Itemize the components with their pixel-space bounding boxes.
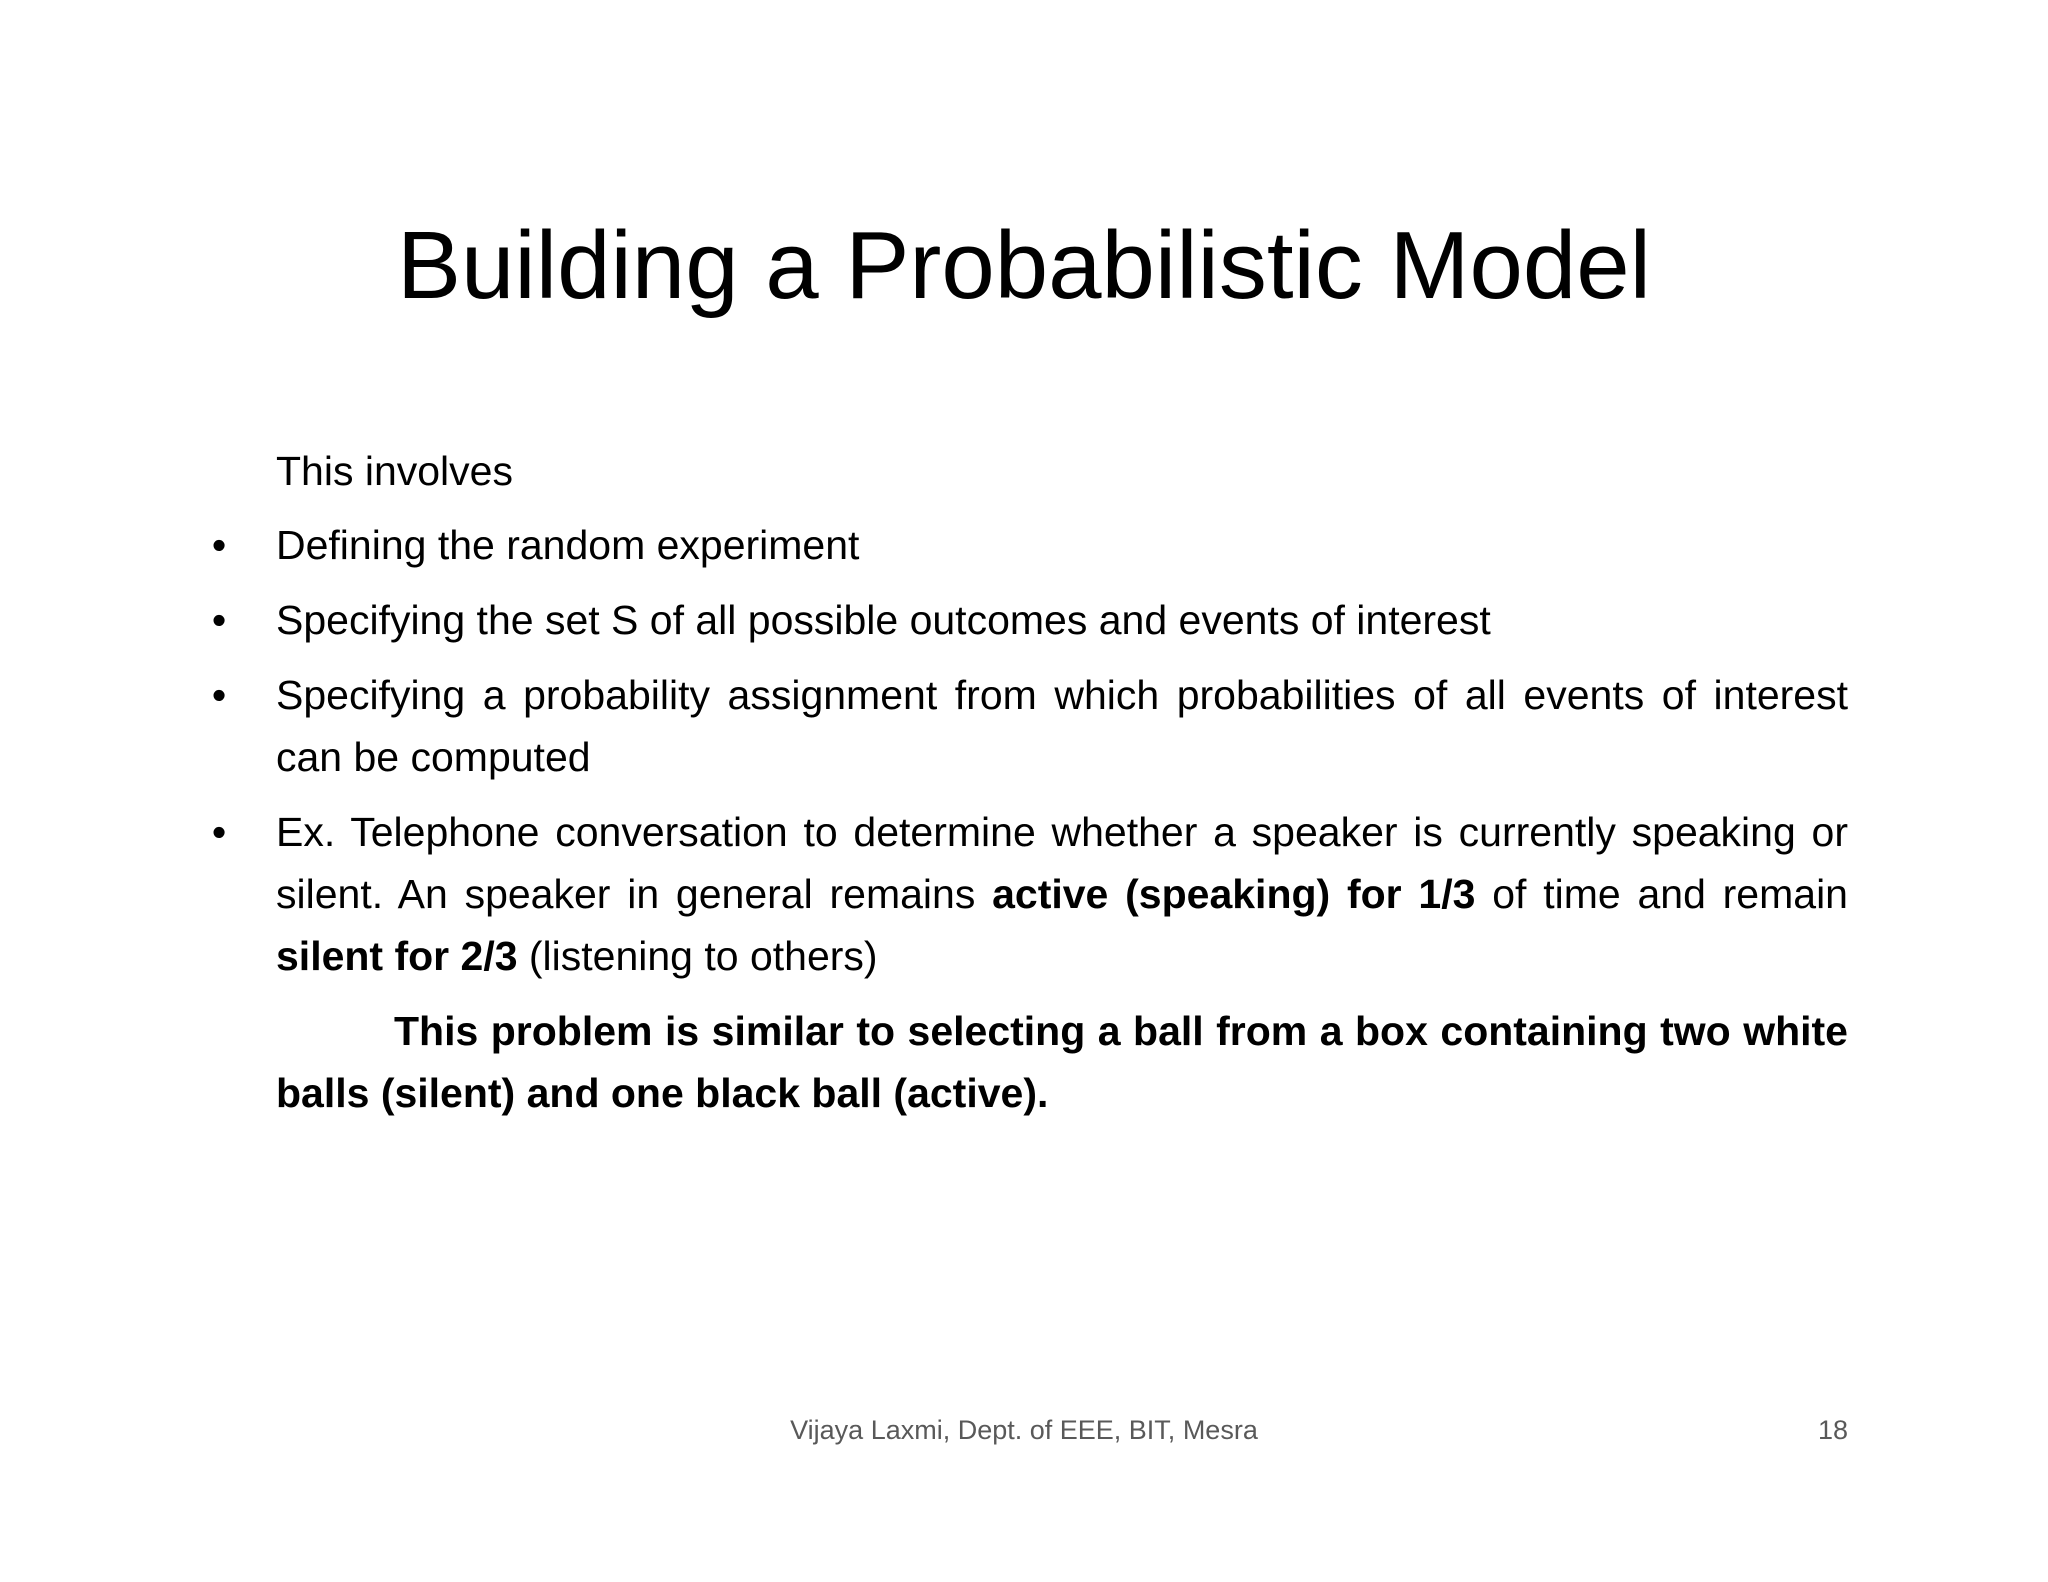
- bullet-text: Defining the random experiment: [276, 522, 860, 568]
- bullet-item-1: [211, 514, 1848, 576]
- bullet-text: Specifying a probability assignment from which probabilities of all events of interest can be computed: [276, 672, 1848, 780]
- slide-body: [211, 440, 1848, 1124]
- intro-text: This involves: [276, 448, 513, 494]
- bullet-list: [211, 514, 1848, 987]
- bullet-item-3: [211, 664, 1848, 788]
- bullet-marker: •: [211, 672, 227, 718]
- bullet-marker: •: [211, 597, 227, 643]
- bullet-item-4: [211, 801, 1848, 987]
- bullet-bold-active: active (speaking) for 1/3: [992, 871, 1476, 917]
- page-number: 18: [1817, 1415, 1848, 1445]
- bullet-bold-silent: silent for 2/3: [276, 933, 518, 979]
- bullet-text-part: of time and remain: [1475, 871, 1848, 917]
- bullet-marker: •: [211, 522, 227, 568]
- bullet-item-2: [211, 589, 1848, 651]
- bullet-text-part: (listening to others): [517, 933, 878, 979]
- bullet-marker: •: [211, 809, 227, 855]
- slide-footer: Vijaya Laxmi, Dept. of EEE, BIT, Mesra: [790, 1415, 1258, 1445]
- slide-title: Building a Probabilistic Model: [397, 212, 1651, 319]
- bullet-text: Specifying the set S of all possible outcomes and events of interest: [276, 597, 1491, 643]
- problem-note: This problem is similar to selecting a ball from a box containing two white balls (silent) and one black ball (active).: [276, 1008, 1848, 1116]
- bullet-text-part: Ex. Telephone conversation to determine whether a speaker is currently speaking or silent. An speaker in general remains: [276, 809, 1848, 917]
